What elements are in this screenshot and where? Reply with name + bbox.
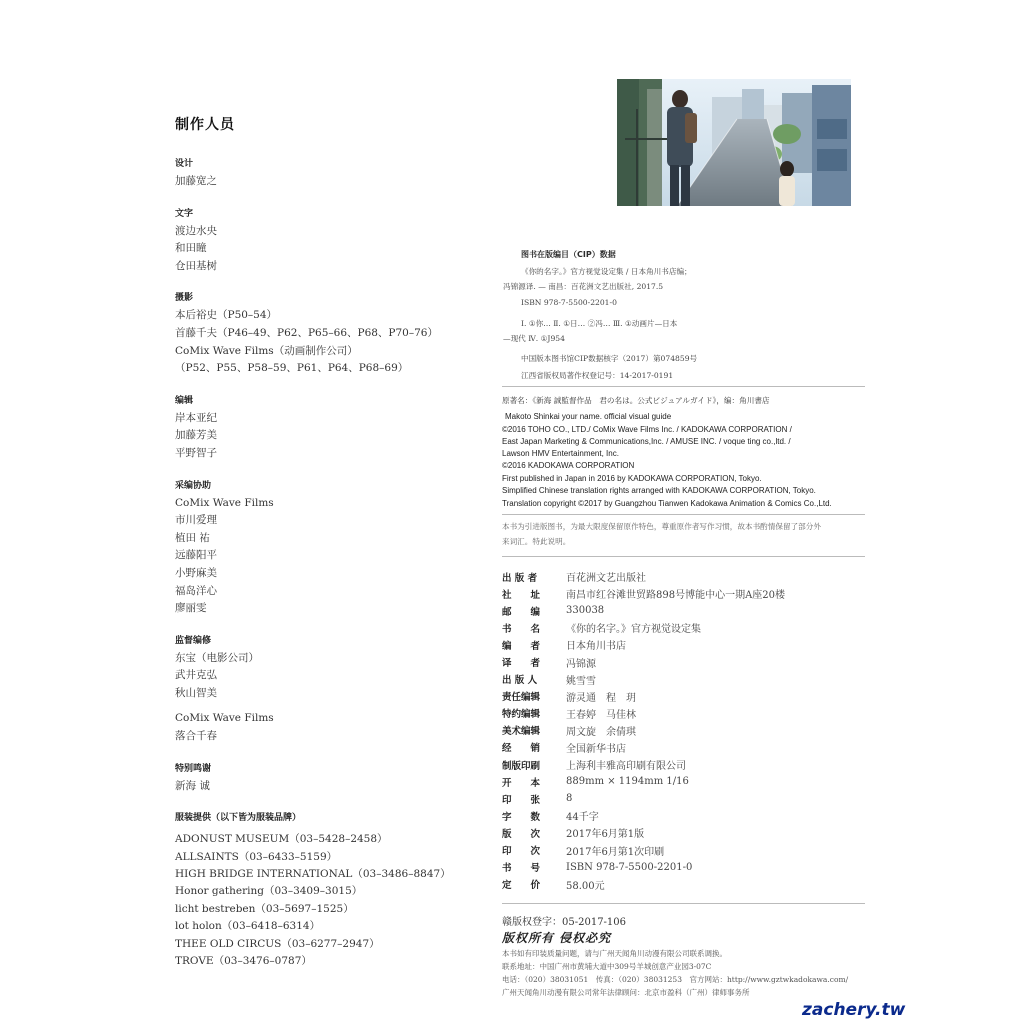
sponsor-line: licht bestreben（03–5697–1525） [175,902,354,915]
cip-line: 中国版本图书馆CIP数据核字（2017）第074859号 [521,354,698,363]
sponsor-line: Honor gathering（03–3409–3015） [175,885,363,898]
credit-group-design [175,156,475,191]
credit-group-head: 设计 [175,159,194,169]
pub-label: 美术编辑 [502,726,541,738]
sponsor-line: HIGH BRIDGE INTERNATIONAL（03–3486–8847） [175,868,451,881]
pub-label: 书 名 [502,623,541,635]
pub-label: 字 数 [502,811,541,823]
pub-row [502,568,785,585]
credit-line: CoMix Wave Films [175,712,274,725]
credit-line: 福岛洋心 [175,584,217,597]
footer-line: 电话：（020）38031051 传真：（020）38031253 官方网站：http://www.gztwkadokawa.com/ [502,975,849,984]
pub-value: 2017年6月第1次印刷 [566,846,665,858]
pub-label: 开 本 [502,777,541,789]
cip-line: —现代 Ⅳ. ①J954 [503,334,565,343]
credit-group-coverage [175,478,475,618]
cip-line: Ⅰ. ①你… Ⅱ. ①日… ②冯… Ⅲ. ①动画片—日本 [521,319,678,328]
pub-value: ISBN 978-7-5500-2201-0 [566,861,693,873]
pub-row [502,585,785,602]
credit-line: 落合千春 [175,730,217,743]
pub-label: 出 版 人 [502,675,538,687]
pub-label: 特约编辑 [502,709,541,721]
pub-value: 姚雪雪 [566,675,596,687]
cip-title: 图书在版编目（CIP）数据 [521,250,616,259]
credit-group-head: 特别鸣谢 [175,763,212,774]
pub-label: 制版印刷 [502,760,541,772]
credit-group-head: 监督编修 [175,635,212,646]
credit-line: 加藤芳美 [175,429,217,442]
pub-value: 周文旋 余倩琪 [566,726,636,738]
pub-value: 游灵通 程 玥 [566,692,636,704]
cip-line: 冯锦源译. — 南昌：百花洲文艺出版社, 2017.5 [503,282,664,291]
credit-group-photography [175,290,475,377]
all-rights-reserved: 版权所有 侵权必究 [502,931,612,945]
copyright-line: East Japan Marketing & Communications,Inc. / AMUSE INC. / voque ting co.,ltd. / [502,437,791,446]
pub-row [502,876,785,893]
pub-row [502,807,785,824]
copyright-line: Makoto Shinkai your name. official visual guide [505,412,672,421]
pub-row [502,619,785,636]
credit-line: 仓田基树 [175,259,217,272]
sponsor-line: TROVE（03–3476–0787） [175,955,312,968]
credit-group-wardrobe [175,810,475,970]
pub-label: 编 者 [502,640,541,652]
credit-line: 平野智子 [175,446,217,459]
copyright-line: ©2016 KADOKAWA CORPORATION [502,461,635,470]
anime-still-image [617,79,851,206]
sponsor-line: ALLSAINTS（03–6433–5159） [175,850,338,863]
copyright-line: Simplified Chinese translation rights arranged with KADOKAWA CORPORATION, Tokyo. [502,486,816,495]
copyright-registration: 赣版权登字：05-2017-106 [502,917,627,928]
footer-line: 广州天闻角川动漫有限公司常年法律顾问：北京市盈科（广州）律师事务所 [502,988,750,997]
pub-row [502,653,785,670]
credit-line: 市川爱理 [175,514,217,527]
credit-group-editing [175,393,475,463]
credit-line: （P52、P55、P58–59、P61、P64、P68–69） [175,362,409,375]
credit-line: 岸本亚纪 [175,411,217,424]
pub-label: 定 价 [502,880,541,892]
pub-row [502,636,785,653]
pub-label: 版 次 [502,828,541,840]
pub-value: 《你的名字。》官方视觉设定集 [566,624,701,636]
pub-value: 全国新华书店 [566,743,626,755]
credit-line: CoMix Wave Films [175,496,274,509]
copyright-line: ©2016 TOHO CO., LTD./ CoMix Wave Films Inc. / KADOKAWA CORPORATION / [502,425,792,434]
credit-line: 新海 诚 [175,779,210,792]
pub-label: 责任编辑 [502,692,541,704]
credit-line: 植田 祐 [175,531,210,544]
footer-line: 本书如有印装质量问题，请与广州天闻角川动漫有限公司联系调换。 [502,949,727,958]
pub-row [502,602,785,619]
credit-group-head: 编辑 [175,395,194,406]
pub-row [502,859,785,876]
pub-label: 印 张 [502,794,541,806]
credit-group-head: 服装提供（以下皆为服装品牌） [175,813,302,824]
pub-value: 百花洲文艺出版社 [566,573,646,585]
pub-row [502,688,785,705]
note-line: 来词汇。特此说明。 [502,537,571,546]
pub-row [502,671,785,688]
pub-value: 上海利丰雅高印刷有限公司 [566,761,686,773]
credit-line: 本后裕史（P50–54） [175,309,278,322]
credit-line: 加藤宽之 [175,175,217,187]
credit-line: 远藤阳平 [175,549,217,562]
pub-value: 58.00元 [566,880,605,892]
copyright-line: First published in Japan in 2016 by KADOKAWA CORPORATION, Tokyo. [502,474,762,483]
pub-row [502,722,785,739]
credit-group-head: 摄影 [175,293,194,304]
credit-line: 和田瞳 [175,242,207,255]
credit-line: 廖丽雯 [175,602,207,615]
pub-label: 书 号 [502,863,541,875]
pub-row [502,705,785,722]
pub-value: 南昌市红谷滩世贸路898号博能中心一期A座20楼 [566,590,786,602]
credit-line: 武井克弘 [175,669,217,682]
pub-row [502,756,785,773]
credit-group-head: 采编协助 [175,480,212,491]
pub-row [502,824,785,841]
original-title-line: 原著名：《新海 誠監督作品 君の名は。公式ビジュアルガイド》，编：角川書店 [502,396,770,405]
sponsor-line: lot holon（03–6418–6314） [175,920,321,933]
credit-group-supervision [175,633,475,746]
credit-line: 东宝（电影公司） [175,651,259,664]
divider [502,903,865,904]
pub-label: 出 版 者 [502,572,538,584]
pub-value: 330038 [566,605,605,617]
cip-line: 江西省版权局著作权登记号：14-2017-0191 [521,371,674,380]
pub-value: 王春婷 马佳林 [566,709,636,721]
cip-line: ISBN 978-7-5500-2201-0 [521,298,617,307]
cip-line: 《你的名字。》官方视觉设定集 / 日本角川书店编； [521,267,692,276]
credit-line: 渡边水央 [175,224,217,237]
credits-title: 制作人员 [175,117,235,133]
pub-value: 44千字 [566,812,599,824]
pub-row [502,739,785,756]
credit-group-head: 文字 [175,208,194,219]
watermark: zachery.tw [802,1000,906,1020]
pub-value: 2017年6月第1版 [566,829,645,841]
credit-line: 小野麻美 [175,566,217,579]
pub-value: 日本角川书店 [566,641,626,653]
pub-value: 8 [566,793,573,805]
pub-label: 经 销 [502,743,541,755]
pub-label: 印 次 [502,846,541,858]
copyright-line: Translation copyright ©2017 by Guangzhou Tianwen Kadokawa Animation & Comics Co.,Ltd. [502,499,832,508]
pub-value: 冯锦源 [566,658,596,670]
divider [502,386,865,387]
pub-row [502,790,785,807]
pub-label: 社 址 [502,589,541,601]
copyright-line: Lawson HMV Entertainment, Inc. [502,449,619,458]
publication-details [502,568,785,893]
footer-line: 联系地址：中国广州市黄埔大道中309号羊城创意产业园3-07C [502,962,712,971]
credit-line: CoMix Wave Films（动画制作公司） [175,344,358,357]
credit-line: 首藤千夫（P46–49、P62、P65–66、P68、P70–76） [175,326,438,339]
credit-line: 秋山智美 [175,686,217,699]
credit-group-thanks [175,761,475,796]
credits-column [175,114,475,986]
pub-row [502,842,785,859]
pub-row [502,773,785,790]
pub-value: 889mm × 1194mm 1/16 [566,776,689,788]
pub-label: 邮 编 [502,606,541,618]
divider [502,514,865,515]
note-line: 本书为引进版图书，为最大限度保留原作特色，尊重原作者写作习惯，故本书酌情保留了部分外 [502,522,821,531]
sponsor-line: THEE OLD CIRCUS（03–6277–2947） [175,937,380,950]
sponsor-line: ADONUST MUSEUM（03–5428–2458） [175,833,388,846]
credit-group-text [175,206,475,276]
pub-label: 译 者 [502,658,541,670]
divider [502,556,865,557]
